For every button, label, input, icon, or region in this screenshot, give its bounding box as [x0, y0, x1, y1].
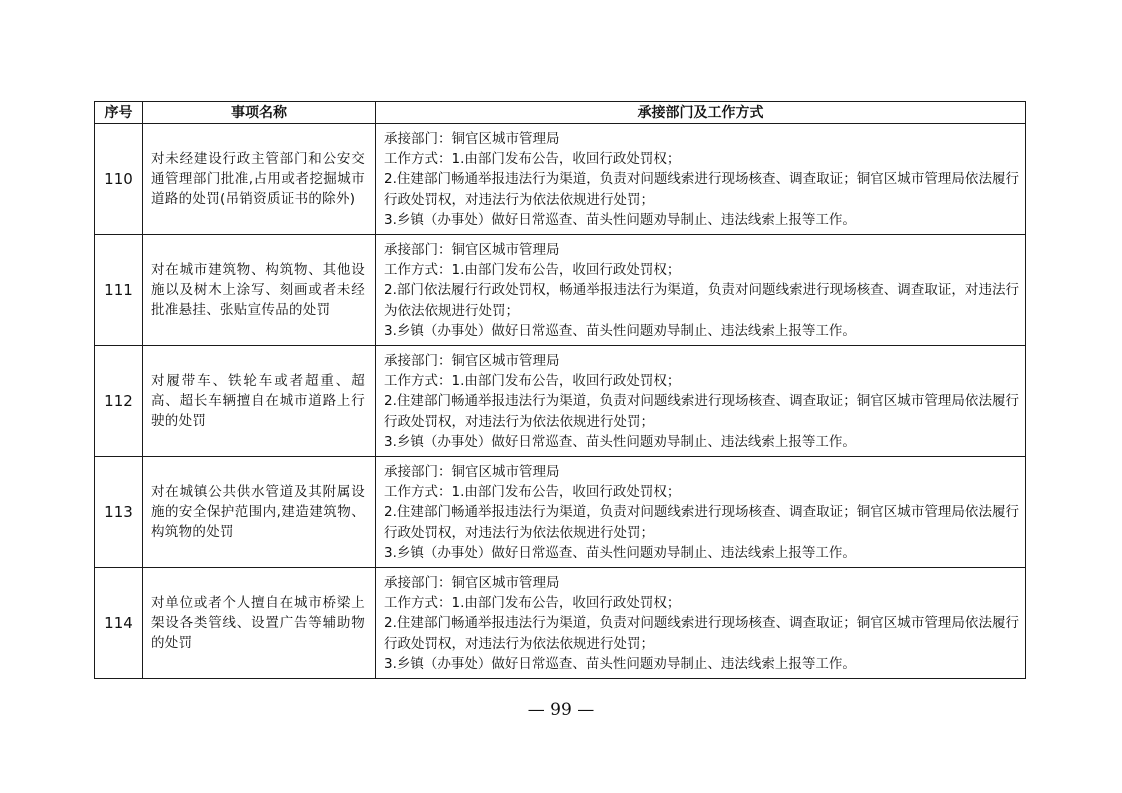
- dept-line: 工作方式：1.由部门发布公告，收回行政处罚权；: [384, 151, 681, 168]
- dept-line: 2.部门依法履行行政处罚权，畅通举报违法行为渠道，负责对问题线索进行现场核查、调查取证，对违法行为依法依规进行处罚；: [384, 282, 1019, 319]
- dept-method: [376, 235, 1026, 346]
- header-dept: 承接部门及工作方式: [376, 102, 1026, 124]
- header-name: 事项名称: [143, 102, 376, 124]
- table-row: [95, 457, 1026, 568]
- table-row: [95, 568, 1026, 679]
- dept-line: 工作方式：1.由部门发布公告，收回行政处罚权；: [384, 484, 681, 501]
- table-row: [95, 235, 1026, 346]
- dept-method: [376, 457, 1026, 568]
- table-header-row: [95, 102, 1026, 124]
- dept-line: 3.乡镇（办事处）做好日常巡查、苗头性问题劝导制止、违法线索上报等工作。: [384, 322, 856, 339]
- row-number: 110: [95, 124, 143, 235]
- dept-line: 承接部门：铜官区城市管理局: [384, 242, 560, 259]
- item-name: 对在城市建筑物、构筑物、其他设施以及树木上涂写、刻画或者未经批准悬挂、张贴宣传品的处罚: [143, 235, 376, 346]
- item-name: 对履带车、铁轮车或者超重、超高、超长车辆擅自在城市道路上行驶的处罚: [143, 346, 376, 457]
- dept-line: 承接部门：铜官区城市管理局: [384, 575, 560, 592]
- row-number: 114: [95, 568, 143, 679]
- page-number: — 99 —: [527, 700, 595, 720]
- item-name: 对单位或者个人擅自在城市桥梁上架设各类管线、设置广告等辅助物的处罚: [143, 568, 376, 679]
- dept-line: 3.乡镇（办事处）做好日常巡查、苗头性问题劝导制止、违法线索上报等工作。: [384, 211, 856, 228]
- dept-method: [376, 124, 1026, 235]
- dept-line: 工作方式：1.由部门发布公告，收回行政处罚权；: [384, 373, 681, 390]
- dept-line: 2.住建部门畅通举报违法行为渠道，负责对问题线索进行现场核查、调查取证；铜官区城市管理局依法履行行政处罚权，对违法行为依法依规进行处罚；: [384, 393, 1019, 430]
- dept-line: 承接部门：铜官区城市管理局: [384, 131, 560, 147]
- dept-method: [376, 346, 1026, 457]
- dept-line: 2.住建部门畅通举报违法行为渠道，负责对问题线索进行现场核查、调查取证；铜官区城市管理局依法履行行政处罚权，对违法行为依法依规进行处罚；: [384, 615, 1019, 652]
- dept-line: 工作方式：1.由部门发布公告，收回行政处罚权；: [384, 595, 681, 612]
- table-row: [95, 346, 1026, 457]
- row-number: 113: [95, 457, 143, 568]
- dept-line: 承接部门：铜官区城市管理局: [384, 353, 560, 370]
- dept-line: 承接部门：铜官区城市管理局: [384, 464, 560, 481]
- dept-line: 2.住建部门畅通举报违法行为渠道，负责对问题线索进行现场核查、调查取证；铜官区城市管理局依法履行行政处罚权，对违法行为依法依规进行处罚；: [384, 171, 1019, 208]
- table-row: [95, 124, 1026, 235]
- dept-line: 2.住建部门畅通举报违法行为渠道，负责对问题线索进行现场核查、调查取证；铜官区城市管理局依法履行行政处罚权，对违法行为依法依规进行处罚；: [384, 504, 1019, 541]
- dept-line: 工作方式：1.由部门发布公告，收回行政处罚权；: [384, 262, 681, 279]
- row-number: 111: [95, 235, 143, 346]
- dept-line: 3.乡镇（办事处）做好日常巡查、苗头性问题劝导制止、违法线索上报等工作。: [384, 655, 856, 672]
- dept-method: [376, 568, 1026, 679]
- items-table: [94, 101, 1026, 679]
- item-name: 对未经建设行政主管部门和公安交通管理部门批准,占用或者挖掘城市道路的处罚(吊销资质证书的除外): [143, 124, 376, 235]
- item-name: 对在城镇公共供水管道及其附属设施的安全保护范围内,建造建筑物、构筑物的处罚: [143, 457, 376, 568]
- dept-line: 3.乡镇（办事处）做好日常巡查、苗头性问题劝导制止、违法线索上报等工作。: [384, 544, 856, 561]
- dept-line: 3.乡镇（办事处）做好日常巡查、苗头性问题劝导制止、违法线索上报等工作。: [384, 433, 856, 450]
- row-number: 112: [95, 346, 143, 457]
- header-no: 序号: [95, 102, 143, 124]
